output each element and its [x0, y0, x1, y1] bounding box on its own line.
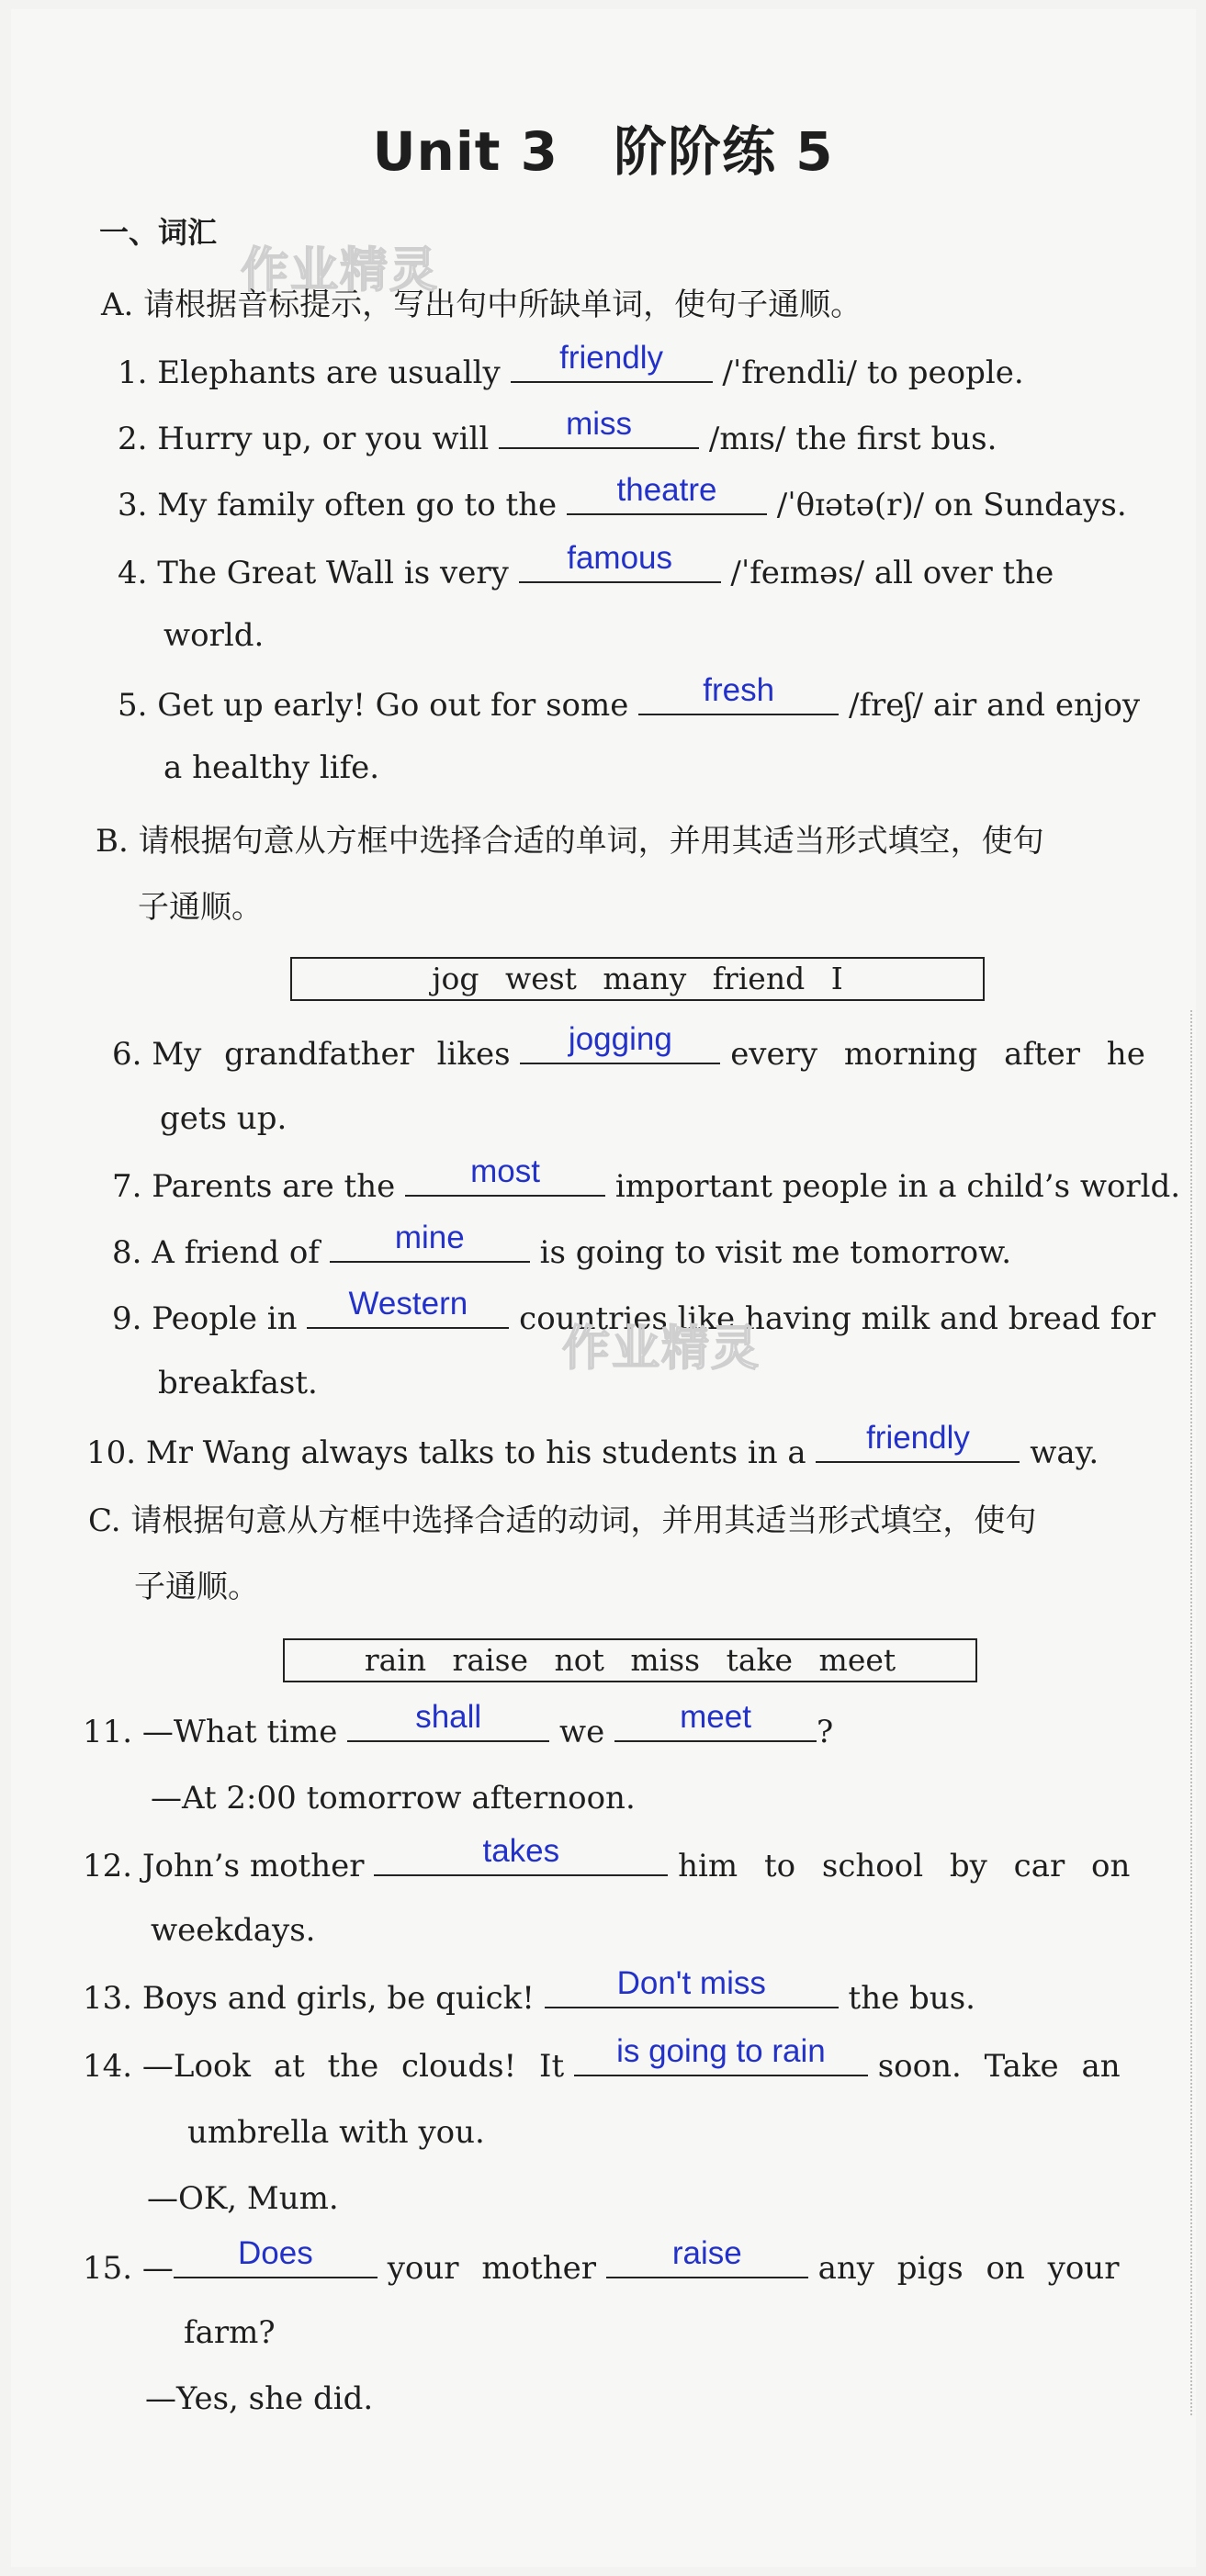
question-9-cont: breakfast.	[158, 1365, 318, 1401]
answer-blank[interactable]: Don't miss	[545, 1975, 839, 2008]
section-heading: 一、词汇	[99, 215, 218, 250]
answer-blank[interactable]: friendly	[511, 350, 713, 383]
margin-dotted-line	[1190, 1010, 1192, 2415]
question-10: 10. Mr Wang always talks to his students in a friendly way.	[86, 1420, 1099, 1471]
page-title	[0, 108, 1206, 186]
question-13: 13. Boys and girls, be quick! Don't miss the bus.	[83, 1965, 975, 2017]
title-unit: Unit 3	[372, 120, 558, 183]
question-6: 6. My grandfather likes jogging every morning after he	[112, 1021, 1145, 1073]
answer-blank[interactable]: famous	[519, 550, 721, 583]
answer-blank[interactable]: is going to rain	[574, 2043, 868, 2076]
question-2: 2. Hurry up, or you will miss /mɪs/ the first bus.	[118, 406, 997, 457]
word-box-c: rain raise not miss take meet	[283, 1638, 977, 1682]
question-1: 1. Elephants are usually friendly /ˈfrendli/ to people.	[118, 340, 1024, 391]
question-9: 9. People in Western countries like having milk and bread for	[112, 1286, 1156, 1337]
watermark: 作业精灵	[562, 1322, 761, 1377]
question-4-cont: world.	[163, 617, 265, 654]
answer-blank[interactable]: miss	[499, 416, 699, 449]
question-3: 3. My family often go to the theatre /ˈθɪətə(r)/ on Sundays.	[118, 472, 1127, 523]
answer-blank[interactable]: takes	[374, 1843, 668, 1876]
question-14-reply: —OK, Mum.	[147, 2180, 339, 2217]
question-4: 4. The Great Wall is very famous /ˈfeɪməs/ all over the	[118, 540, 1054, 591]
answer-blank[interactable]: jogging	[520, 1031, 720, 1064]
part-b-instruction: B. 请根据句意从方框中选择合适的单词，并用其适当形式填空，使句 子通顺。	[96, 823, 1044, 926]
answer-blank[interactable]: mine	[330, 1230, 530, 1263]
answer-blank[interactable]: theatre	[567, 482, 767, 515]
answer-blank[interactable]: Does	[174, 2245, 378, 2278]
answer-blank[interactable]: fresh	[638, 682, 839, 715]
question-5-cont: a healthy life.	[163, 749, 380, 786]
question-12-cont: weekdays.	[151, 1912, 316, 1949]
answer-blank[interactable]: Western	[307, 1296, 509, 1329]
question-8: 8. A friend of mine is going to visit me tomorrow.	[112, 1220, 1011, 1271]
question-15-reply: —Yes, she did.	[145, 2380, 374, 2417]
question-15: 15. — Does your mother raise any pigs on your	[83, 2235, 1120, 2287]
answer-blank[interactable]: meet	[614, 1709, 817, 1742]
question-11-reply: —At 2:00 tomorrow afternoon.	[151, 1780, 636, 1817]
question-6-cont: gets up.	[160, 1100, 287, 1137]
question-7: 7. Parents are the most important people in a child’s world.	[112, 1153, 1181, 1205]
question-5: 5. Get up early! Go out for some fresh /freʃ/ air and enjoy	[118, 672, 1141, 724]
word-box-b: jog west many friend I	[290, 957, 985, 1001]
part-c-instruction: C. 请根据句意从方框中选择合适的动词，并用其适当形式填空，使句 子通顺。	[88, 1502, 1037, 1605]
answer-blank[interactable]: friendly	[816, 1430, 1020, 1463]
question-12: 12. John’s mother takes him to school by car on	[83, 1833, 1131, 1884]
question-11: 11. —What time shall we meet ?	[83, 1699, 834, 1750]
answer-blank[interactable]: most	[405, 1164, 605, 1197]
watermark: 作业精灵	[241, 243, 440, 298]
question-15-cont: farm?	[184, 2314, 276, 2351]
answer-blank[interactable]: shall	[347, 1709, 549, 1742]
answer-blank[interactable]: raise	[606, 2245, 808, 2278]
part-a-instruction: A. 请根据音标提示，写出句中所缺单词，使句子通顺。	[101, 287, 862, 323]
title-name: 阶阶练 5	[613, 120, 834, 183]
question-14: 14. —Look at the clouds! It is going to rain soon. Take an	[83, 2033, 1121, 2085]
question-14-cont: umbrella with you.	[187, 2114, 485, 2151]
